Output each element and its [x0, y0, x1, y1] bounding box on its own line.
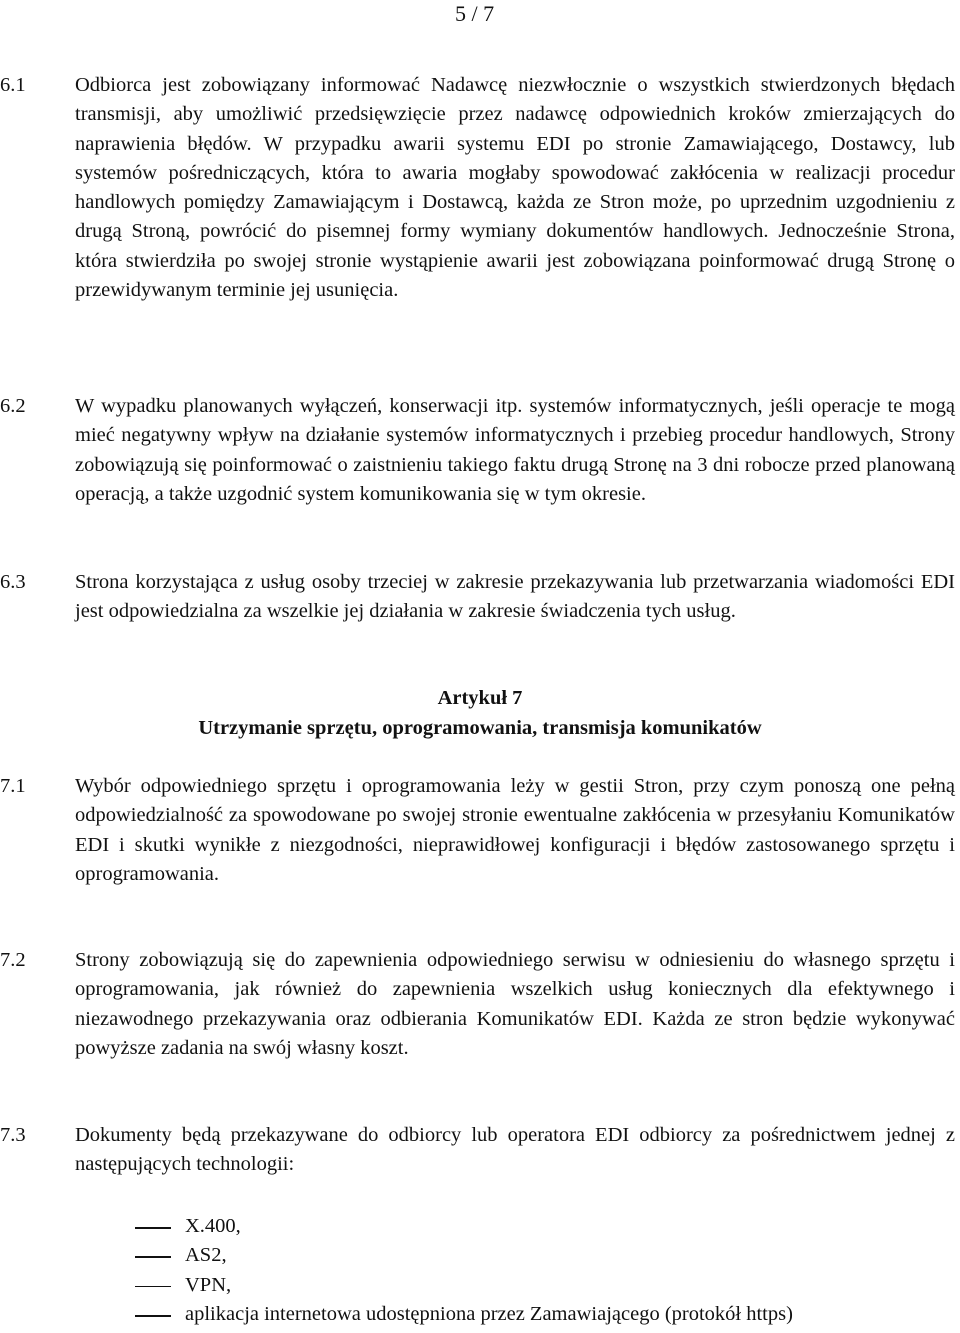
list-item [135, 1300, 793, 1329]
page-number: 5 / 7 [455, 1, 495, 26]
list-item-label: X.400, [185, 1215, 241, 1237]
dash-bullet-icon [135, 1227, 171, 1229]
list-item [135, 1271, 793, 1300]
clause-text: W wypadku planowanych wyłączeń, konserwacji itp. systemów informatycznych, jeśli operacje te mogą mieć negatywny wpływ na działanie systemów informatycznych i przebieg procedur handlowych, Strony zobowiązują się poinformować o zaistnieniu takiego faktu drugą Stronę na 3 dni robocze przed planowaną operacją, a także uzgodnić system komunikowania się w tym okresie. [75, 395, 955, 505]
clause-text: Strony zobowiązują się do zapewnienia odpowiedniego serwisu w odniesieniu do własnego sprzętu i oprogramowania, jak również do zapewnienia wszelkich usług koniecznych dla efektywnego i niezawodnego przekazywania oraz odbierania Komunikatów EDI. Każda ze stron będzie wykonywać powyższe zadania na swój własny koszt. [75, 949, 955, 1059]
clause-number: 7.1 [0, 775, 26, 797]
dash-bullet-icon [135, 1286, 171, 1288]
list-item-label: VPN, [185, 1273, 232, 1296]
technology-list [135, 1212, 793, 1330]
dash-bullet-icon [135, 1256, 171, 1258]
clause-number: 6.1 [0, 74, 26, 96]
clause-text: Odbiorca jest zobowiązany informować Nadawcę niezwłocznie o wszystkich stwierdzonych błędach transmisji, aby umożliwić przedsięwzięcie przez nadawcę odpowiednich kroków zmierzających do naprawienia błędów. W przypadku awarii systemu EDI po stronie Zamawiającego, Dostawcy, lub systemów pośredniczących, która to awaria mogłaby spowodować zakłócenia w realizacji procedur handlowych pomiędzy Zamawiającym i Dostawcą, każda ze Stron może, po uprzednim uzgodnieniu z drugą Stroną, powrócić do pisemnej formy wymiany dokumentów handlowych. Jednocześnie Strona, która stwierdziła po swojej stronie wystąpienie awarii jest zobowiązana poinformować drugą Stronę o przewidywanym terminie jej usunięcia. [75, 74, 955, 302]
clause-text: Strona korzystająca z usług osoby trzeciej w zakresie przekazywania lub przetwarzania wiadomości EDI jest odpowiedzialna za wszelkie jej działania w zakresie świadczenia tych usług. [75, 571, 955, 623]
article-subtitle: Utrzymanie sprzętu, oprogramowania, transmisja komunikatów [198, 717, 762, 739]
clause-text: Dokumenty będą przekazywane do odbiorcy lub operatora EDI odbiorcy za pośrednictwem jednej z następujących technologii: [75, 1124, 955, 1176]
clause-number: 6.2 [0, 395, 26, 417]
dash-bullet-icon [135, 1315, 171, 1317]
clause-number: 7.2 [0, 949, 26, 971]
list-item [135, 1241, 793, 1270]
clause-number: 7.3 [0, 1124, 26, 1146]
clause-number: 6.3 [0, 571, 26, 593]
list-item [135, 1212, 793, 1241]
article-title: Artykuł 7 [437, 687, 523, 709]
list-item-label: AS2, [185, 1244, 227, 1267]
clause-text: Wybór odpowiedniego sprzętu i oprogramowania leży w gestii Stron, przy czym ponoszą one pełną odpowiedzialność za spowodowane po swojej stronie ewentualne zakłócenia w przesyłaniu Komunikatów EDI i skutki wynikłe z niezgodności, nieprawidłowej konfiguracji i błędów zastosowanego sprzętu i oprogramowania. [75, 775, 955, 885]
list-item-label: aplikacja internetowa udostępniona przez Zamawiającego (protokół https) [185, 1303, 793, 1326]
